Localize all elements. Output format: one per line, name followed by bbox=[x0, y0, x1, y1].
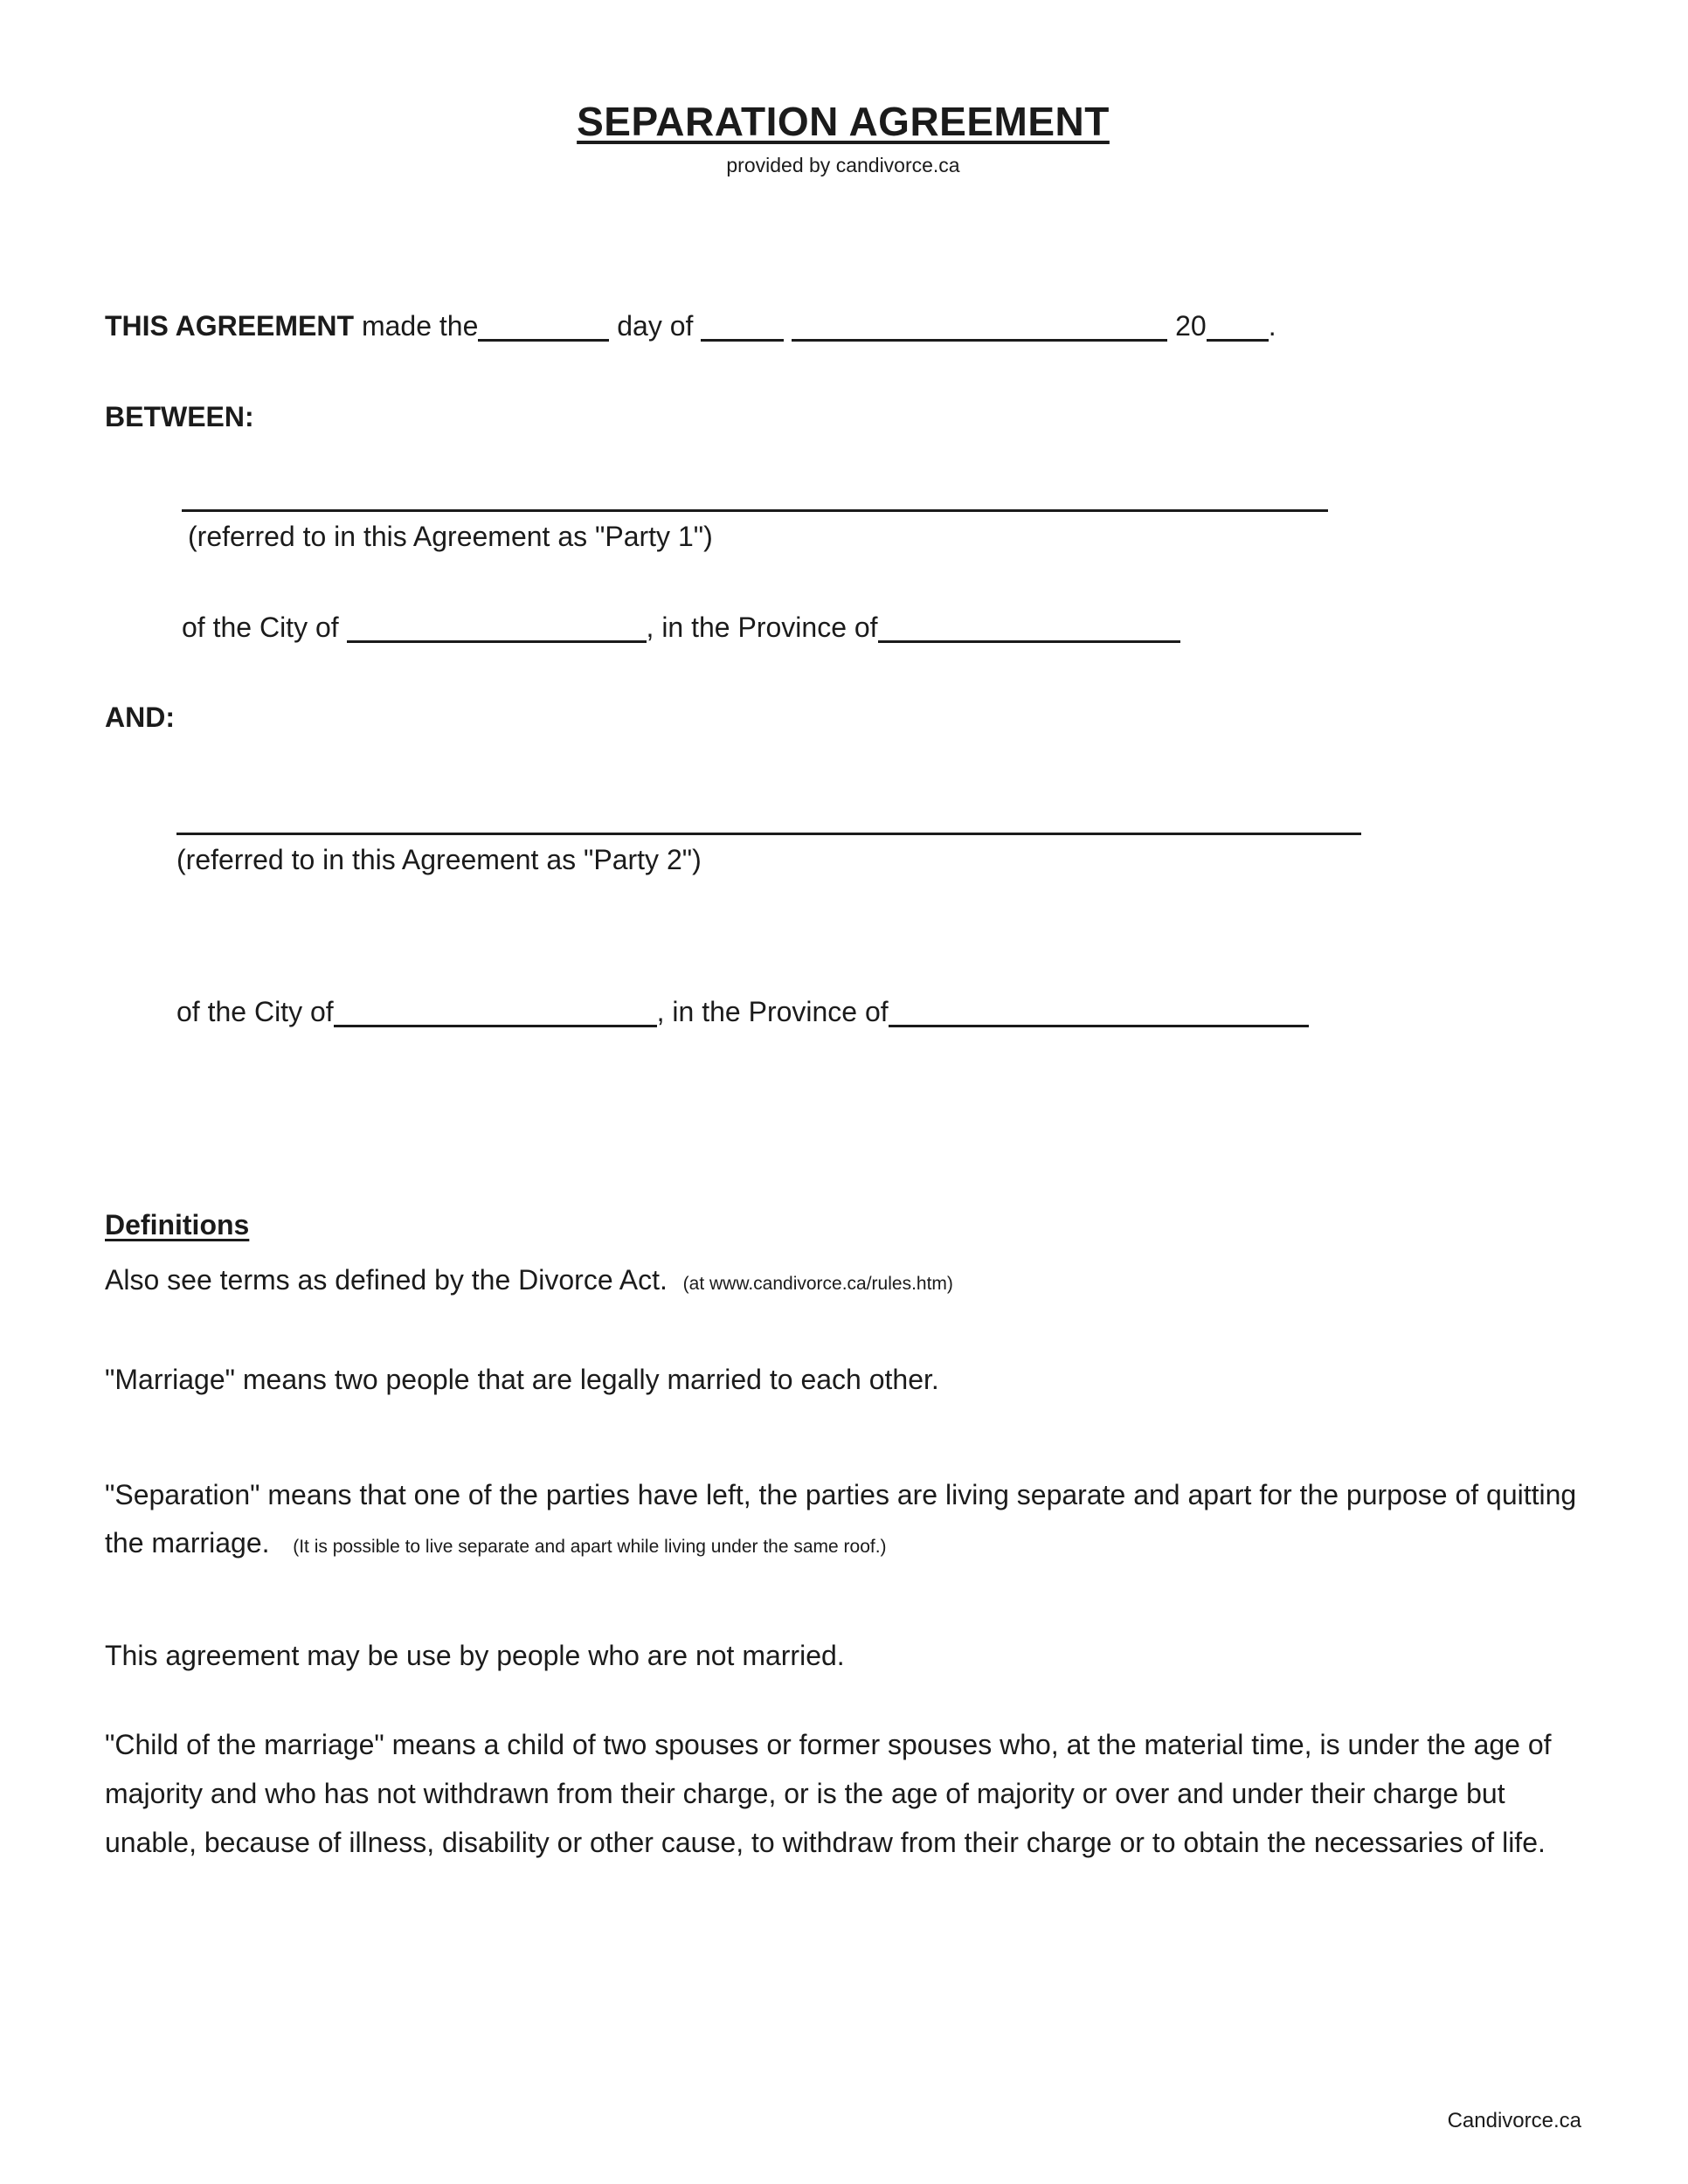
party2-city-line bbox=[176, 994, 1581, 1031]
party1-province-prefix: , in the Province of bbox=[646, 611, 878, 643]
party1-city-line bbox=[182, 610, 1581, 646]
blank-month-short bbox=[701, 332, 784, 342]
party1-city-prefix: of the City of bbox=[182, 611, 347, 643]
party1-reference: (referred to in this Agreement as "Party 1") bbox=[188, 521, 713, 553]
footer-brand: Candivorce.ca bbox=[1447, 2109, 1581, 2132]
blank-party1-city bbox=[347, 633, 647, 643]
party2-city-prefix: of the City of bbox=[176, 995, 334, 1027]
blank-day-number bbox=[478, 332, 609, 342]
definition-separation-text: "Separation" means that one of the parties have left, the parties are living separate and apart for the purpose of quitting the marriage. bbox=[105, 1479, 1577, 1559]
definition-separation-note: (It is possible to live separate and apart while living under the same roof.) bbox=[293, 1536, 887, 1557]
definitions-heading: Definitions bbox=[105, 1209, 250, 1241]
blank-year bbox=[1207, 332, 1269, 342]
agreement-day-of: day of bbox=[617, 310, 694, 342]
agreement-year-prefix: 20 bbox=[1175, 310, 1207, 342]
agreement-period: . bbox=[1268, 310, 1276, 342]
between-label: BETWEEN: bbox=[105, 400, 254, 432]
party2-province-prefix: , in the Province of bbox=[656, 995, 889, 1027]
agreement-made-the: made the bbox=[354, 310, 479, 342]
party1-name-line bbox=[182, 509, 1328, 512]
blank-month-long bbox=[792, 332, 1167, 342]
agreement-prefix: THIS AGREEMENT bbox=[105, 310, 355, 342]
definition-unmarried-note: This agreement may be use by people who are not married. bbox=[105, 1640, 845, 1672]
document-subtitle: provided by candivorce.ca bbox=[726, 154, 960, 176]
blank-party2-city bbox=[334, 1018, 657, 1027]
and-label: AND: bbox=[105, 702, 175, 734]
definitions-intro-line bbox=[105, 1262, 1581, 1299]
agreement-date-line bbox=[105, 308, 1581, 345]
definitions-intro-text: Also see terms as defined by the Divorce Act. bbox=[105, 1264, 668, 1296]
blank-party1-province bbox=[878, 633, 1180, 643]
definition-marriage: "Marriage" means two people that are legally married to each other. bbox=[105, 1363, 939, 1395]
definition-separation bbox=[105, 1471, 1581, 1566]
blank-party2-province bbox=[889, 1018, 1309, 1027]
definitions-intro-note: (at www.candivorce.ca/rules.htm) bbox=[682, 1274, 953, 1295]
party2-reference: (referred to in this Agreement as "Party 2") bbox=[176, 843, 702, 875]
party2-name-line bbox=[176, 833, 1361, 835]
document-title: SEPARATION AGREEMENT bbox=[577, 99, 1110, 144]
definition-child-of-marriage: "Child of the marriage" means a child of two spouses or former spouses who, at the material time, is under the age of majority and who has not withdrawn from their charge, or is the age of majority or over and under their charge but unable, because of illness, disability or other cause, to withdraw from their charge or to obtain the necessaries of life. bbox=[105, 1728, 1552, 1858]
